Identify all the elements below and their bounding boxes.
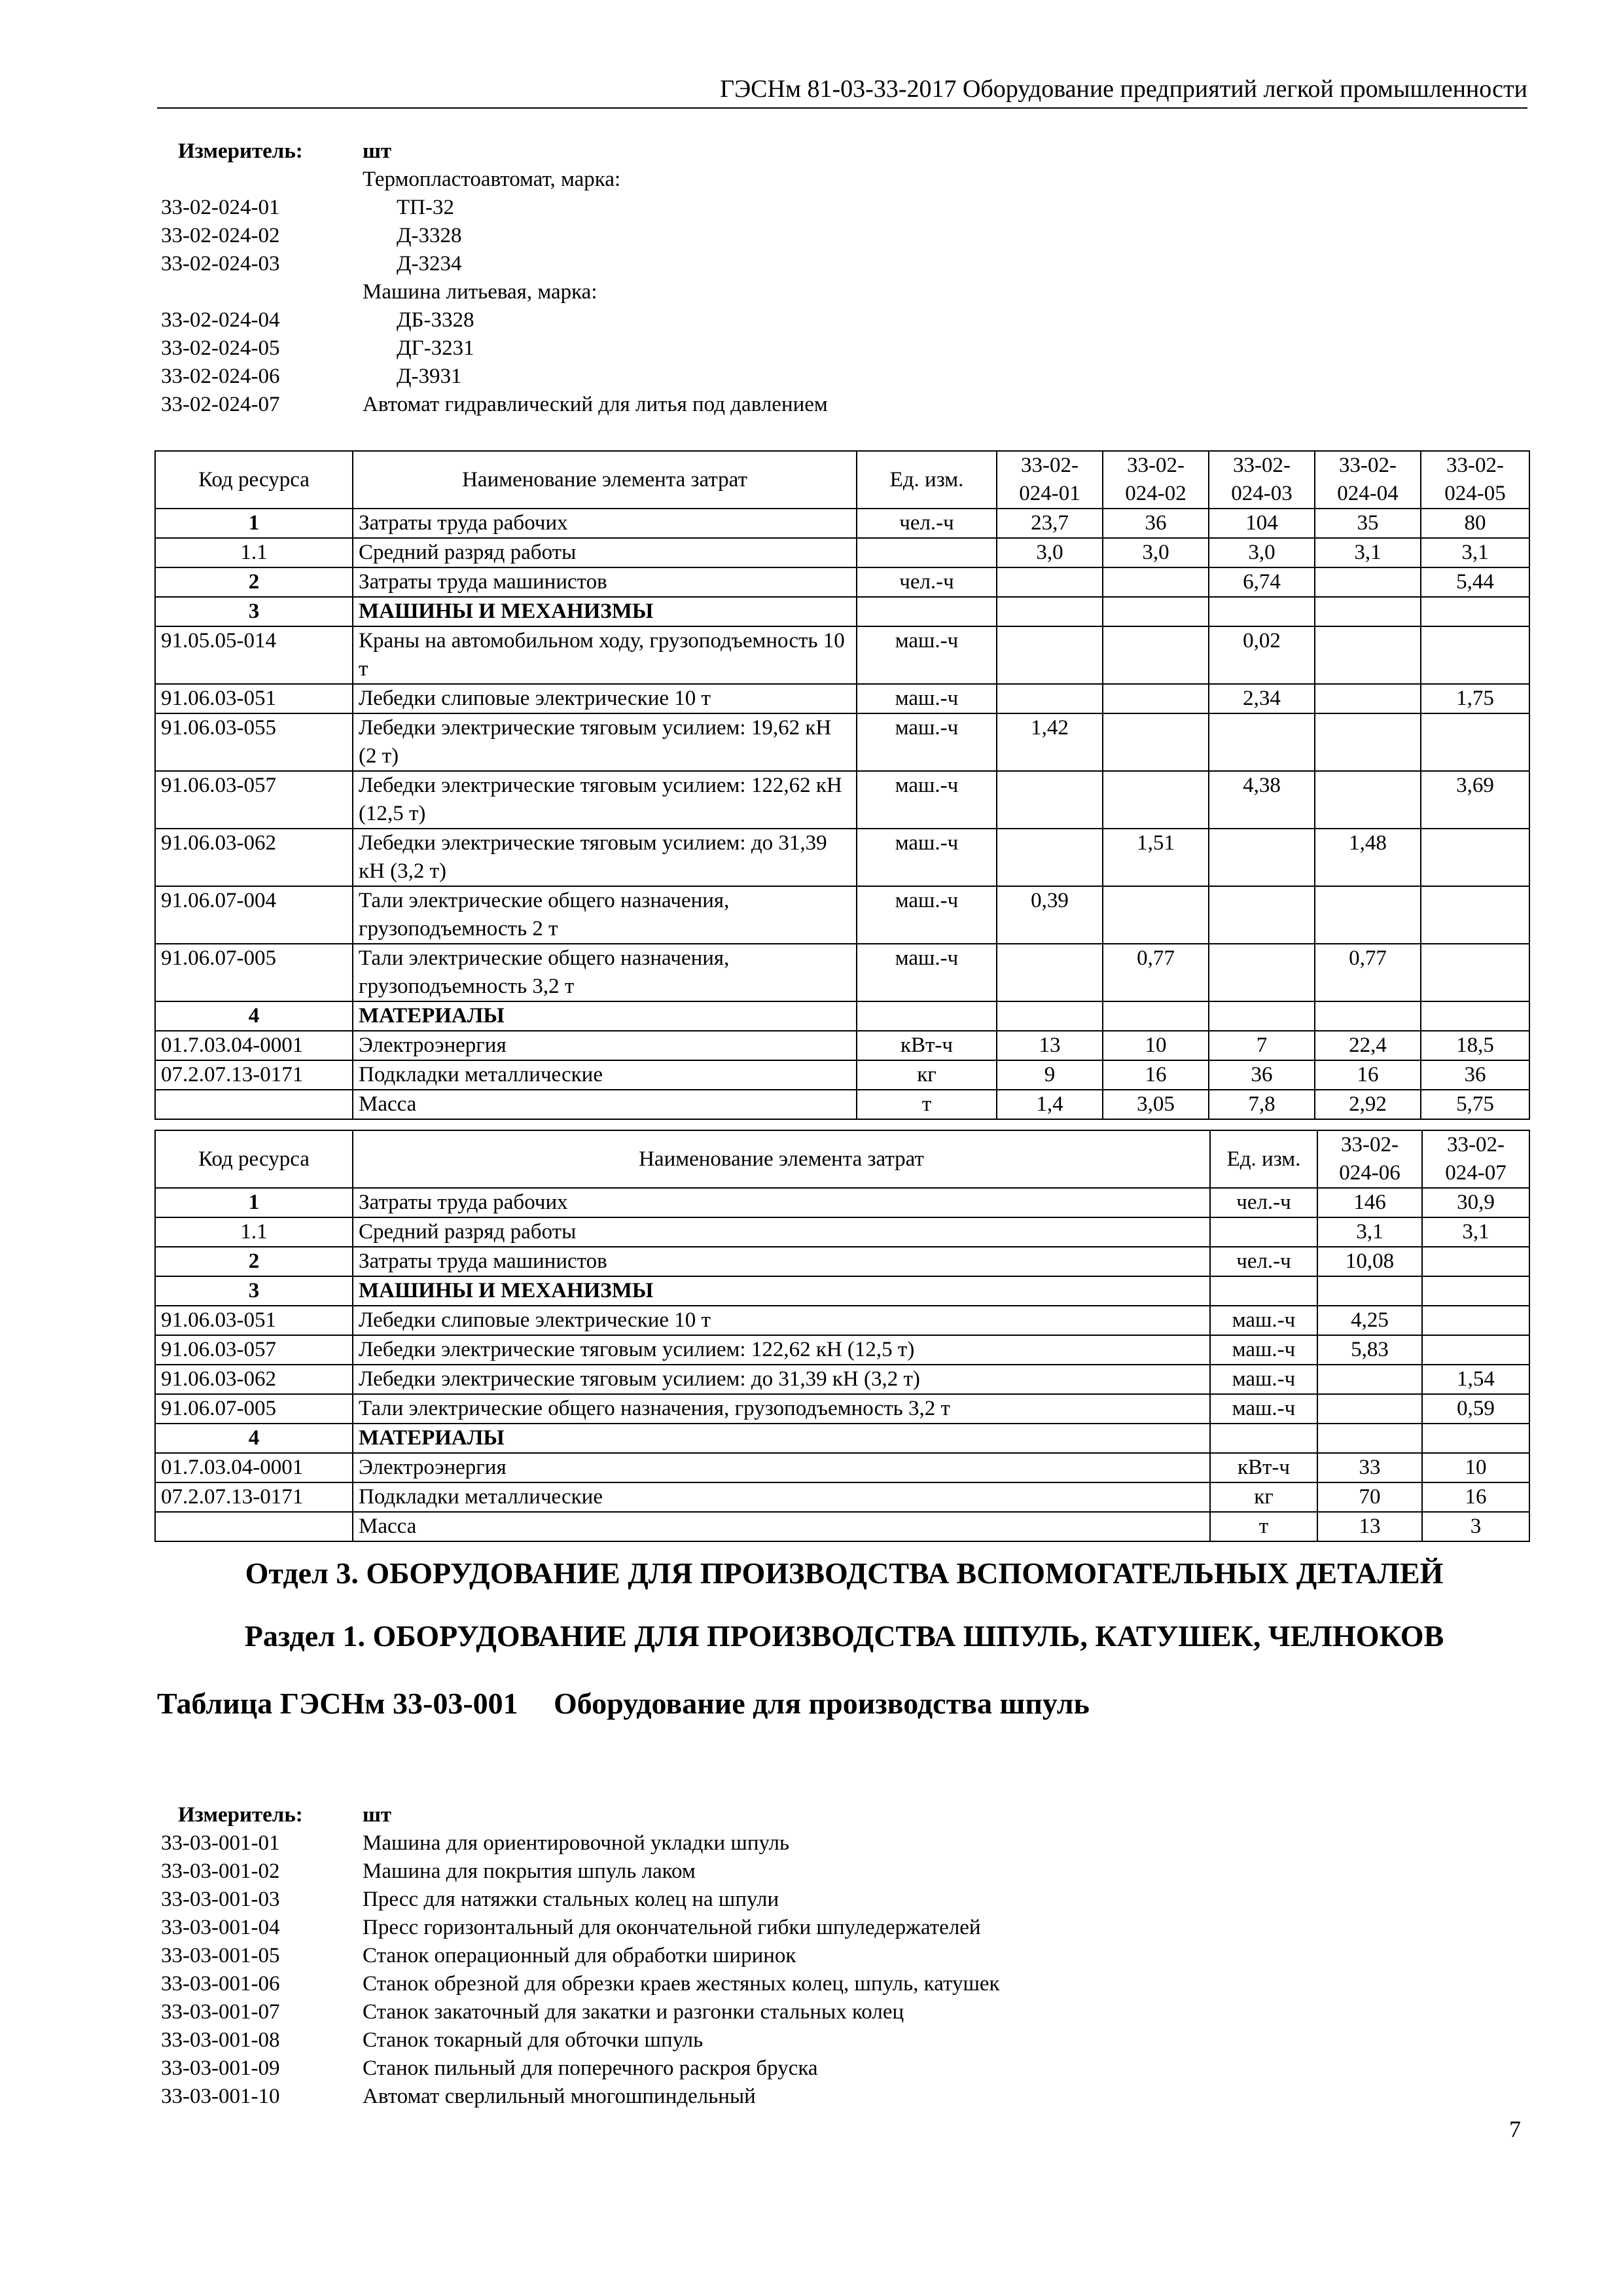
list-item: [157, 1857, 1531, 1886]
item-code: [157, 166, 363, 194]
resource-name-cell: МАШИНЫ И МЕХАНИЗМЫ: [353, 1276, 1210, 1306]
table-row: [155, 771, 1529, 829]
resource-code-cell: [155, 1512, 353, 1541]
resource-name-cell: Лебедки электрические тяговым усилием: 19,62 кН (2 т): [353, 713, 857, 771]
value-cell: 1,54: [1422, 1365, 1529, 1394]
item-code: 33-03-001-10: [161, 2085, 280, 2108]
value-cell: [1210, 1424, 1317, 1453]
value-cell: [1103, 886, 1209, 944]
resource-code-cell: 91.06.07-005: [155, 944, 353, 1001]
table-row: [155, 1217, 1529, 1247]
value-cell: 33: [1317, 1453, 1422, 1482]
meter-label: Измеритель:: [178, 139, 303, 163]
value-cell: маш.-ч: [1210, 1335, 1317, 1365]
value-cell: 0,59: [1422, 1394, 1529, 1424]
table-row: [155, 1335, 1529, 1365]
resource-name-cell: Электроэнергия: [353, 1031, 857, 1060]
table-row: [155, 509, 1529, 538]
value-cell: [1421, 1001, 1529, 1031]
column-header: Ед. изм.: [1210, 1130, 1317, 1188]
resource-name-cell: Подкладки металлические: [353, 1482, 1210, 1512]
value-cell: 1,48: [1315, 829, 1421, 886]
item-code: 33-03-001-04: [161, 1916, 280, 1939]
value-cell: маш.-ч: [1210, 1306, 1317, 1335]
value-cell: 9: [997, 1060, 1103, 1090]
list-item: [157, 306, 1531, 334]
item-code: 33-02-024-05: [161, 336, 280, 360]
value-cell: [997, 1001, 1103, 1031]
meter-label: Измеритель:: [178, 1803, 303, 1827]
table-row: [155, 684, 1529, 713]
value-cell: [1315, 567, 1421, 597]
value-cell: [997, 567, 1103, 597]
item-name: Д-3328: [397, 224, 462, 247]
resource-name-cell: Средний разряд работы: [353, 538, 857, 567]
resource-code-cell: 3: [155, 597, 353, 626]
resource-code-cell: 07.2.07.13-0171: [155, 1482, 353, 1512]
column-header: 33-02- 024-01: [997, 451, 1103, 509]
meter-unit: шт: [363, 139, 392, 163]
table-row: [155, 567, 1529, 597]
value-cell: 6,74: [1209, 567, 1315, 597]
resource-code-cell: 91.06.03-051: [155, 684, 353, 713]
item-name: Термопластоавтомат, марка:: [363, 168, 621, 191]
table-name: Оборудование для производства шпуль: [554, 1687, 1090, 1720]
value-cell: [1103, 1001, 1209, 1031]
resource-code-cell: 91.06.03-055: [155, 713, 353, 771]
table-row: [155, 597, 1529, 626]
value-cell: маш.-ч: [857, 771, 997, 829]
value-cell: 30,9: [1422, 1188, 1529, 1217]
resource-code-cell: 2: [155, 1247, 353, 1276]
value-cell: кг: [857, 1060, 997, 1090]
value-cell: 1,42: [997, 713, 1103, 771]
meter-block-2: [157, 1801, 1531, 2111]
value-cell: 4,38: [1209, 771, 1315, 829]
table-row: [155, 1365, 1529, 1394]
item-code: 33-03-001-03: [161, 1888, 280, 1911]
value-cell: маш.-ч: [857, 713, 997, 771]
item-name: Станок закаточный для закатки и разгонки стальных колец: [363, 2000, 904, 2024]
resource-code-cell: [155, 1090, 353, 1119]
resource-name-cell: Затраты труда рабочих: [353, 1188, 1210, 1217]
resource-name-cell: Масса: [353, 1512, 1210, 1541]
value-cell: [1315, 713, 1421, 771]
value-cell: 36: [1103, 509, 1209, 538]
resource-code-cell: 1: [155, 1188, 353, 1217]
value-cell: [997, 771, 1103, 829]
resource-code-cell: 1: [155, 509, 353, 538]
value-cell: чел.-ч: [1210, 1247, 1317, 1276]
value-cell: 16: [1315, 1060, 1421, 1090]
value-cell: 4,25: [1317, 1306, 1422, 1335]
resource-code-cell: 1.1: [155, 1217, 353, 1247]
list-item: [157, 1829, 1531, 1857]
resource-name-cell: Тали электрические общего назначения, грузоподъемность 2 т: [353, 886, 857, 944]
list-item: [157, 334, 1531, 363]
value-cell: кВт-ч: [1210, 1453, 1317, 1482]
value-cell: маш.-ч: [1210, 1365, 1317, 1394]
list-item: [157, 2054, 1531, 2083]
value-cell: [1422, 1335, 1529, 1365]
value-cell: [1103, 771, 1209, 829]
resource-name-cell: Тали электрические общего назначения, грузоподъемность 3,2 т: [353, 1394, 1210, 1424]
value-cell: 23,7: [997, 509, 1103, 538]
resource-code-cell: 01.7.03.04-0001: [155, 1453, 353, 1482]
value-cell: т: [857, 1090, 997, 1119]
value-cell: 104: [1209, 509, 1315, 538]
value-cell: [857, 1001, 997, 1031]
value-cell: маш.-ч: [857, 944, 997, 1001]
table-row: [155, 1424, 1529, 1453]
list-item: [157, 222, 1531, 250]
resource-code-cell: 01.7.03.04-0001: [155, 1031, 353, 1060]
value-cell: маш.-ч: [857, 829, 997, 886]
value-cell: чел.-ч: [857, 509, 997, 538]
section-heading: Раздел 1. ОБОРУДОВАНИЕ ДЛЯ ПРОИЗВОДСТВА ШПУЛЬ, КАТУШЕК, ЧЕЛНОКОВ: [244, 1619, 1444, 1653]
value-cell: [1317, 1276, 1422, 1306]
table-row: [155, 1306, 1529, 1335]
value-cell: 2,92: [1315, 1090, 1421, 1119]
item-code: 33-03-001-05: [161, 1944, 280, 1967]
resource-name-cell: Масса: [353, 1090, 857, 1119]
item-name: Пресс для натяжки стальных колец на шпули: [363, 1888, 779, 1911]
value-cell: [997, 829, 1103, 886]
value-cell: 3,0: [997, 538, 1103, 567]
value-cell: 146: [1317, 1188, 1422, 1217]
resource-code-cell: 07.2.07.13-0171: [155, 1060, 353, 1090]
value-cell: кг: [1210, 1482, 1317, 1512]
list-item: [157, 278, 1531, 306]
value-cell: [997, 626, 1103, 684]
value-cell: 1,4: [997, 1090, 1103, 1119]
value-cell: [1209, 944, 1315, 1001]
value-cell: 3,69: [1421, 771, 1529, 829]
value-cell: чел.-ч: [1210, 1188, 1317, 1217]
value-cell: 3,05: [1103, 1090, 1209, 1119]
value-cell: чел.-ч: [857, 567, 997, 597]
value-cell: [1421, 829, 1529, 886]
value-cell: 10: [1422, 1453, 1529, 1482]
list-item: [157, 2026, 1531, 2054]
value-cell: [997, 944, 1103, 1001]
resource-table-2: [154, 1130, 1530, 1542]
column-header: 33-02- 024-03: [1209, 451, 1315, 509]
item-name: Пресс горизонтальный для окончательной гибки шпуледержателей: [363, 1916, 981, 1939]
value-cell: 3,0: [1103, 538, 1209, 567]
value-cell: [1421, 886, 1529, 944]
value-cell: [1421, 713, 1529, 771]
value-cell: 36: [1421, 1060, 1529, 1090]
value-cell: 0,77: [1315, 944, 1421, 1001]
item-code: 33-03-001-09: [161, 2056, 280, 2080]
resource-name-cell: Лебедки электрические тяговым усилием: 122,62 кН (12,5 т): [353, 1335, 1210, 1365]
resource-code-cell: 91.05.05-014: [155, 626, 353, 684]
resource-name-cell: Лебедки электрические тяговым усилием: 122,62 кН (12,5 т): [353, 771, 857, 829]
value-cell: [857, 538, 997, 567]
item-code: [157, 278, 363, 306]
table-row: [155, 1394, 1529, 1424]
item-name: ДБ-3328: [397, 308, 474, 332]
value-cell: [1421, 944, 1529, 1001]
list-item: [157, 1970, 1531, 1998]
value-cell: [1315, 597, 1421, 626]
value-cell: [1315, 771, 1421, 829]
value-cell: [1209, 886, 1315, 944]
resource-name-cell: Лебедки электрические тяговым усилием: до 31,39 кН (3,2 т): [353, 829, 857, 886]
value-cell: [1209, 713, 1315, 771]
column-header: Код ресурса: [155, 451, 353, 509]
value-cell: 3,1: [1421, 538, 1529, 567]
item-code: 33-02-024-06: [161, 365, 280, 388]
resource-code-cell: 4: [155, 1001, 353, 1031]
resource-code-cell: 91.06.07-005: [155, 1394, 353, 1424]
list-item: [157, 391, 1531, 419]
value-cell: [1422, 1306, 1529, 1335]
column-header: 33-02- 024-04: [1315, 451, 1421, 509]
value-cell: 35: [1315, 509, 1421, 538]
item-name: Д-3234: [397, 252, 462, 276]
value-cell: 3,1: [1315, 538, 1421, 567]
value-cell: [1210, 1276, 1317, 1306]
resource-name-cell: МАТЕРИАЛЫ: [353, 1001, 857, 1031]
value-cell: [1209, 1001, 1315, 1031]
resource-name-cell: Лебедки электрические тяговым усилием: до 31,39 кН (3,2 т): [353, 1365, 1210, 1394]
value-cell: [1421, 597, 1529, 626]
value-cell: [1317, 1394, 1422, 1424]
item-name: ТП-32: [397, 196, 454, 219]
resource-name-cell: Средний разряд работы: [353, 1217, 1210, 1247]
value-cell: маш.-ч: [857, 626, 997, 684]
value-cell: [1315, 1001, 1421, 1031]
table-row: [155, 1060, 1529, 1090]
resource-name-cell: МАШИНЫ И МЕХАНИЗМЫ: [353, 597, 857, 626]
value-cell: 3,1: [1422, 1217, 1529, 1247]
item-name: Машина для ориентировочной укладки шпуль: [363, 1831, 790, 1855]
item-code: 33-02-024-01: [161, 196, 280, 219]
column-header: 33-02- 024-06: [1317, 1130, 1422, 1188]
list-item: [157, 1998, 1531, 2026]
column-header: 33-02- 024-02: [1103, 451, 1209, 509]
value-cell: [1421, 626, 1529, 684]
value-cell: маш.-ч: [857, 684, 997, 713]
column-header: Ед. изм.: [857, 451, 997, 509]
list-item: [157, 166, 1531, 194]
resource-name-cell: Подкладки металлические: [353, 1060, 857, 1090]
table-title: Таблица ГЭСНм 33-03-001: [157, 1687, 518, 1720]
resource-code-cell: 1.1: [155, 538, 353, 567]
table-row: [155, 538, 1529, 567]
table-row: [155, 1453, 1529, 1482]
value-cell: 5,83: [1317, 1335, 1422, 1365]
table-row: [155, 713, 1529, 771]
item-name: Д-3931: [397, 365, 462, 388]
value-cell: [1315, 886, 1421, 944]
value-cell: [1317, 1365, 1422, 1394]
resource-code-cell: 91.06.03-051: [155, 1306, 353, 1335]
value-cell: 3,1: [1317, 1217, 1422, 1247]
value-cell: 7,8: [1209, 1090, 1315, 1119]
running-header: ГЭСНм 81-03-33-2017 Оборудование предприятий легкой промышленности: [157, 73, 1527, 109]
list-item: [157, 363, 1531, 391]
value-cell: т: [1210, 1512, 1317, 1541]
value-cell: [1317, 1424, 1422, 1453]
table-row: [155, 1031, 1529, 1060]
column-header: 33-02- 024-07: [1422, 1130, 1529, 1188]
value-cell: 1,51: [1103, 829, 1209, 886]
value-cell: [1210, 1217, 1317, 1247]
resource-name-cell: Лебедки слиповые электрические 10 т: [353, 1306, 1210, 1335]
item-code: 33-03-001-06: [161, 1972, 280, 1996]
resource-name-cell: Затраты труда машинистов: [353, 1247, 1210, 1276]
value-cell: 18,5: [1421, 1031, 1529, 1060]
value-cell: [1103, 597, 1209, 626]
table-row: [155, 626, 1529, 684]
value-cell: 7: [1209, 1031, 1315, 1060]
value-cell: 5,44: [1421, 567, 1529, 597]
value-cell: [1422, 1247, 1529, 1276]
resource-name-cell: Краны на автомобильном ходу, грузоподъемность 10 т: [353, 626, 857, 684]
value-cell: 2,34: [1209, 684, 1315, 713]
table-row: [155, 1482, 1529, 1512]
list-item: [157, 1886, 1531, 1914]
value-cell: 16: [1103, 1060, 1209, 1090]
item-name: Автомат сверлильный многошпиндельный: [363, 2085, 756, 2108]
item-name: Станок обрезной для обрезки краев жестяных колец, шпуль, катушек: [363, 1972, 1000, 1996]
value-cell: 22,4: [1315, 1031, 1421, 1060]
item-code: 33-02-024-07: [161, 393, 280, 416]
value-cell: [1103, 626, 1209, 684]
resource-table-1: [154, 450, 1530, 1120]
value-cell: [1209, 597, 1315, 626]
table-row: [155, 1247, 1529, 1276]
list-item: [157, 1942, 1531, 1970]
table-row: [155, 886, 1529, 944]
item-code: 33-02-024-04: [161, 308, 280, 332]
value-cell: 16: [1422, 1482, 1529, 1512]
item-name: Станок операционный для обработки ширинок: [363, 1944, 796, 1967]
item-code: 33-03-001-07: [161, 2000, 280, 2024]
value-cell: 70: [1317, 1482, 1422, 1512]
resource-name-cell: Затраты труда рабочих: [353, 509, 857, 538]
resource-name-cell: Электроэнергия: [353, 1453, 1210, 1482]
table-row: [155, 1188, 1529, 1217]
meter-block-1: [157, 137, 1531, 419]
column-header: Наименование элемента затрат: [353, 1130, 1210, 1188]
value-cell: 3: [1422, 1512, 1529, 1541]
value-cell: [1103, 713, 1209, 771]
resource-code-cell: 91.06.03-062: [155, 829, 353, 886]
resource-code-cell: 91.06.03-057: [155, 771, 353, 829]
resource-code-cell: 91.06.03-062: [155, 1365, 353, 1394]
value-cell: [997, 597, 1103, 626]
table-row: [155, 944, 1529, 1001]
item-name: Машина для покрытия шпуль лаком: [363, 1859, 696, 1883]
list-item: [157, 194, 1531, 222]
value-cell: [997, 684, 1103, 713]
resource-name-cell: Тали электрические общего назначения, грузоподъемность 3,2 т: [353, 944, 857, 1001]
value-cell: маш.-ч: [1210, 1394, 1317, 1424]
value-cell: 10: [1103, 1031, 1209, 1060]
value-cell: 13: [997, 1031, 1103, 1060]
item-name: Станок пильный для поперечного раскроя бруска: [363, 2056, 818, 2080]
resource-code-cell: 2: [155, 567, 353, 597]
value-cell: 0,39: [997, 886, 1103, 944]
table-row: [155, 1512, 1529, 1541]
department-heading: Отдел 3. ОБОРУДОВАНИЕ ДЛЯ ПРОИЗВОДСТВА ВСПОМОГАТЕЛЬНЫХ ДЕТАЛЕЙ: [245, 1556, 1444, 1590]
list-item: [157, 1914, 1531, 1942]
value-cell: [1103, 567, 1209, 597]
table-row: [155, 1001, 1529, 1031]
item-code: 33-02-024-02: [161, 224, 280, 247]
resource-code-cell: 3: [155, 1276, 353, 1306]
list-item: [157, 250, 1531, 278]
value-cell: 36: [1209, 1060, 1315, 1090]
column-header: Код ресурса: [155, 1130, 353, 1188]
list-item: [157, 2083, 1531, 2111]
value-cell: 1,75: [1421, 684, 1529, 713]
item-code: 33-02-024-03: [161, 252, 280, 276]
table-row: [155, 1090, 1529, 1119]
item-name: Машина литьевая, марка:: [363, 280, 597, 304]
column-header: 33-02- 024-05: [1421, 451, 1529, 509]
resource-name-cell: Затраты труда машинистов: [353, 567, 857, 597]
value-cell: 0,77: [1103, 944, 1209, 1001]
table-row: [155, 1276, 1529, 1306]
resource-name-cell: Лебедки слиповые электрические 10 т: [353, 684, 857, 713]
value-cell: кВт-ч: [857, 1031, 997, 1060]
value-cell: 10,08: [1317, 1247, 1422, 1276]
value-cell: [1422, 1276, 1529, 1306]
item-code: 33-03-001-08: [161, 2028, 280, 2052]
resource-code-cell: 4: [155, 1424, 353, 1453]
item-code: 33-03-001-02: [161, 1859, 280, 1883]
item-name: ДГ-3231: [397, 336, 474, 360]
value-cell: [857, 597, 997, 626]
value-cell: 0,02: [1209, 626, 1315, 684]
column-header: Наименование элемента затрат: [353, 451, 857, 509]
value-cell: [1315, 684, 1421, 713]
item-code: 33-03-001-01: [161, 1831, 280, 1855]
value-cell: [1209, 829, 1315, 886]
resource-code-cell: 91.06.07-004: [155, 886, 353, 944]
resource-code-cell: 91.06.03-057: [155, 1335, 353, 1365]
value-cell: 13: [1317, 1512, 1422, 1541]
item-name: Автомат гидравлический для литья под давлением: [363, 393, 828, 416]
value-cell: [1315, 626, 1421, 684]
table-row: [155, 829, 1529, 886]
value-cell: [1103, 684, 1209, 713]
value-cell: 80: [1421, 509, 1529, 538]
value-cell: [1422, 1424, 1529, 1453]
page-number: 7: [1509, 2116, 1521, 2142]
value-cell: 3,0: [1209, 538, 1315, 567]
value-cell: маш.-ч: [857, 886, 997, 944]
resource-name-cell: МАТЕРИАЛЫ: [353, 1424, 1210, 1453]
value-cell: 5,75: [1421, 1090, 1529, 1119]
meter-unit: шт: [363, 1803, 392, 1827]
item-name: Станок токарный для обточки шпуль: [363, 2028, 704, 2052]
